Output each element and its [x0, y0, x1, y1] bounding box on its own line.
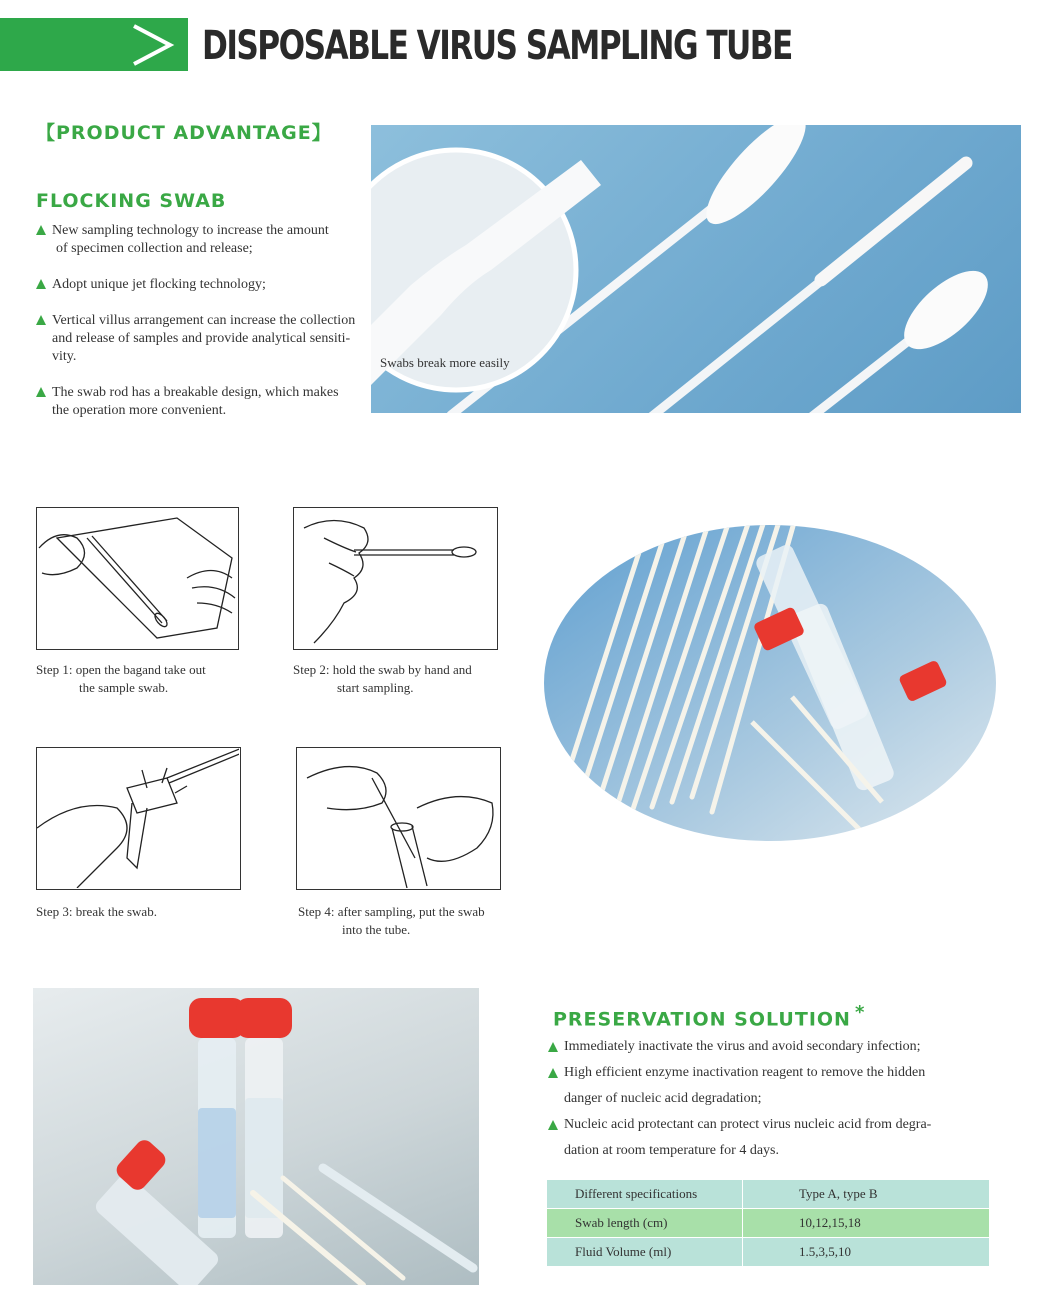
swabs-and-tubes-photo: [542, 522, 997, 844]
step-1-diagram: [36, 507, 239, 650]
triangle-bullet-icon: [548, 1120, 558, 1130]
table-row: [547, 1238, 990, 1267]
table-cell: 10,12,15,18: [743, 1209, 990, 1238]
table-cell: Different specifications: [547, 1180, 743, 1209]
list-item: Adopt unique jet flocking technology;: [36, 276, 372, 294]
chevron-right-icon: [128, 22, 176, 68]
preservation-tubes-photo: [33, 988, 479, 1285]
list-item: Vertical villus arrangement can increase the collection and release of samples and provide analytical sensiti- vity.: [36, 312, 372, 366]
triangle-bullet-icon: [548, 1042, 558, 1052]
table-cell: Fluid Volume (ml): [547, 1238, 743, 1267]
step-4-diagram: [296, 747, 501, 890]
list-item: New sampling technology to increase the amount of specimen collection and release;: [36, 222, 372, 258]
list-item: High efficient enzyme inactivation reagent to remove the hidden danger of nucleic acid degradation;: [548, 1060, 968, 1112]
table-row: [547, 1209, 990, 1238]
swab-photo-caption: Swabs break more easily: [380, 355, 510, 370]
table-cell: Swab length (cm): [547, 1209, 743, 1238]
triangle-bullet-icon: [36, 315, 46, 325]
triangle-bullet-icon: [548, 1068, 558, 1078]
flocking-swab-heading: FLOCKING SWAB: [36, 190, 227, 212]
table-cell: 1.5,3,5,10: [743, 1238, 990, 1267]
step-1-caption: Step 1: open the bagand take out the sample swab.: [36, 662, 206, 695]
list-item: Nucleic acid protectant can protect virus nucleic acid from degra- dation at room temperature for 4 days.: [548, 1112, 968, 1164]
product-advantage-heading: 【PRODUCT ADVANTAGE】: [36, 122, 332, 144]
preservation-solution-heading: PRESERVATION SOLUTION *: [553, 1002, 866, 1031]
specification-table: [546, 1179, 990, 1267]
table-cell: Type A, type B: [743, 1180, 990, 1209]
step-4-caption: Step 4: after sampling, put the swab into the tube.: [298, 904, 485, 937]
page-title: DISPOSABLE VIRUS SAMPLING TUBE: [202, 23, 792, 69]
table-row: [547, 1180, 990, 1209]
triangle-bullet-icon: [36, 225, 46, 235]
list-item: The swab rod has a breakable design, which makes the operation more convenient.: [36, 384, 372, 420]
step-2-caption: Step 2: hold the swab by hand and start sampling.: [293, 662, 472, 695]
preservation-solution-list: [548, 1034, 968, 1164]
step-2-diagram: [293, 507, 498, 650]
triangle-bullet-icon: [36, 279, 46, 289]
step-3-diagram: [36, 747, 241, 890]
list-item: Immediately inactivate the virus and avoid secondary infection;: [548, 1034, 968, 1060]
step-3-caption: Step 3: break the swab.: [36, 904, 157, 919]
flocking-swab-list: [36, 222, 372, 438]
triangle-bullet-icon: [36, 387, 46, 397]
